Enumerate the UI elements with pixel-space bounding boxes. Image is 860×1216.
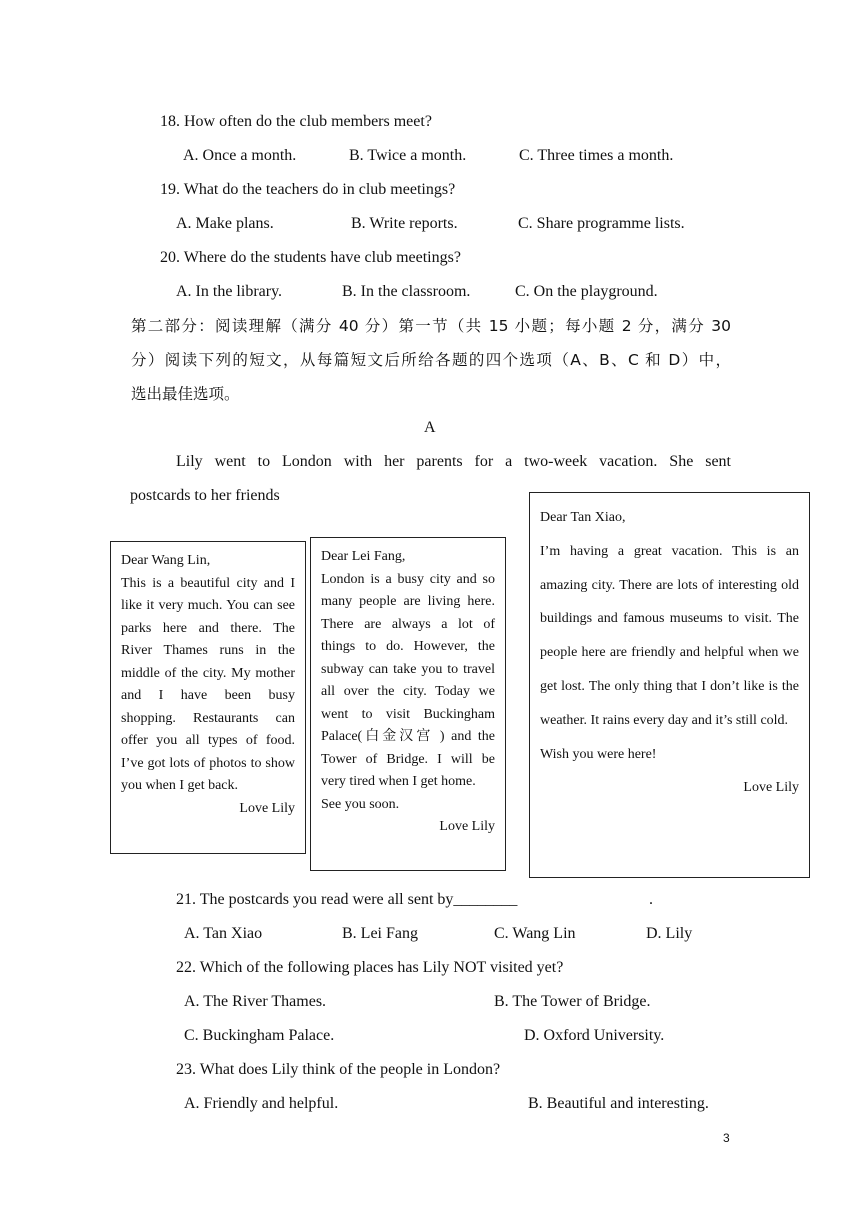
question-21-trail: . (649, 891, 653, 908)
postcard-body: I’m having a great vacation. This is an amazing city. There are lots of interesting old buildings and famous museums to visit. The people here are friendly and helpful when we get lost. The only thing that I don’t like is the weather. It rains every day and it’s still cold. (540, 543, 799, 728)
q23-option-a: A. Friendly and helpful. (184, 1095, 339, 1112)
postcard-body: London is a busy city and so many people are living here. There are always a lot of things to do. However, the subway can take you to travel all over the city. Today we went to visit Buckingham Palace(白金汉宫 ) and the Tower of Bridge. I will be very tired when I get home. (321, 571, 495, 789)
q19-option-c: C. Share programme lists. (518, 215, 685, 232)
q18-option-c: C. Three times a month. (519, 147, 674, 164)
q18-option-b: B. Twice a month. (349, 147, 467, 164)
postcard-closing: See you soon. (321, 796, 400, 812)
q20-option-a: A. In the library. (176, 283, 283, 300)
postcard-body: This is a beautiful city and I like it very much. You can see parks here and there. The River Thames runs in the middle of the city. My mother and I have been busy shopping. Restaurants can offer you all types of food. I’ve got lots of photos to show you when I get back. (121, 575, 295, 793)
postcard-greeting: Dear Tan Xiao, (540, 510, 626, 525)
postcard-signature: Love Lily (239, 800, 295, 816)
q22-option-a: A. The River Thames. (184, 993, 327, 1010)
postcard-tan-xiao (529, 492, 810, 878)
postcard-greeting: Dear Lei Fang, (321, 549, 406, 564)
postcard-wang-lin (110, 541, 306, 854)
page-number: 3 (723, 1131, 730, 1145)
q21-option-b: B. Lei Fang (342, 925, 418, 942)
postcard-greeting: Dear Wang Lin, (121, 553, 211, 568)
q19-option-b: B. Write reports. (351, 215, 458, 232)
section-instructions-line-2: 分）阅读下列的短文，从每篇短文后所给各题的四个选项（A、B、C 和 D）中， (131, 351, 731, 369)
q20-option-b: B. In the classroom. (342, 283, 471, 300)
question-18: 18. How often do the club members meet? (160, 113, 432, 130)
q18-option-a: A. Once a month. (183, 147, 297, 164)
q22-option-d: D. Oxford University. (524, 1027, 665, 1044)
passage-intro-line-2: postcards to her friends (130, 487, 280, 504)
q19-option-a: A. Make plans. (176, 215, 274, 232)
postcard-signature: Love Lily (439, 819, 495, 834)
question-21: 21. The postcards you read were all sent by________ (176, 891, 518, 908)
q22-option-b: B. The Tower of Bridge. (494, 993, 651, 1010)
q22-option-c: C. Buckingham Palace. (184, 1027, 335, 1044)
q21-option-a: A. Tan Xiao (184, 925, 263, 942)
section-instructions-line-1: 第二部分：阅读理解（满分 40 分）第一节（共 15 小题；每小题 2 分，满分 30 (131, 317, 731, 335)
q23-option-b: B. Beautiful and interesting. (528, 1095, 709, 1112)
q21-option-d: D. Lily (646, 925, 693, 942)
postcard-closing: Wish you were here! (540, 746, 657, 762)
postcard-signature: Love Lily (743, 780, 799, 796)
question-20: 20. Where do the students have club meetings? (160, 249, 461, 266)
section-instructions-line-3: 选出最佳选项。 (131, 385, 240, 403)
question-22: 22. Which of the following places has Lily NOT visited yet? (176, 959, 564, 976)
q20-option-c: C. On the playground. (515, 283, 658, 300)
passage-letter: A (424, 419, 436, 436)
postcard-lei-fang (310, 537, 506, 871)
passage-intro-line-1: Lily went to London with her parents for a two-week vacation. She sent (176, 453, 731, 470)
question-19: 19. What do the teachers do in club meetings? (160, 181, 456, 198)
question-23: 23. What does Lily think of the people in London? (176, 1061, 501, 1078)
q21-option-c: C. Wang Lin (494, 925, 576, 942)
